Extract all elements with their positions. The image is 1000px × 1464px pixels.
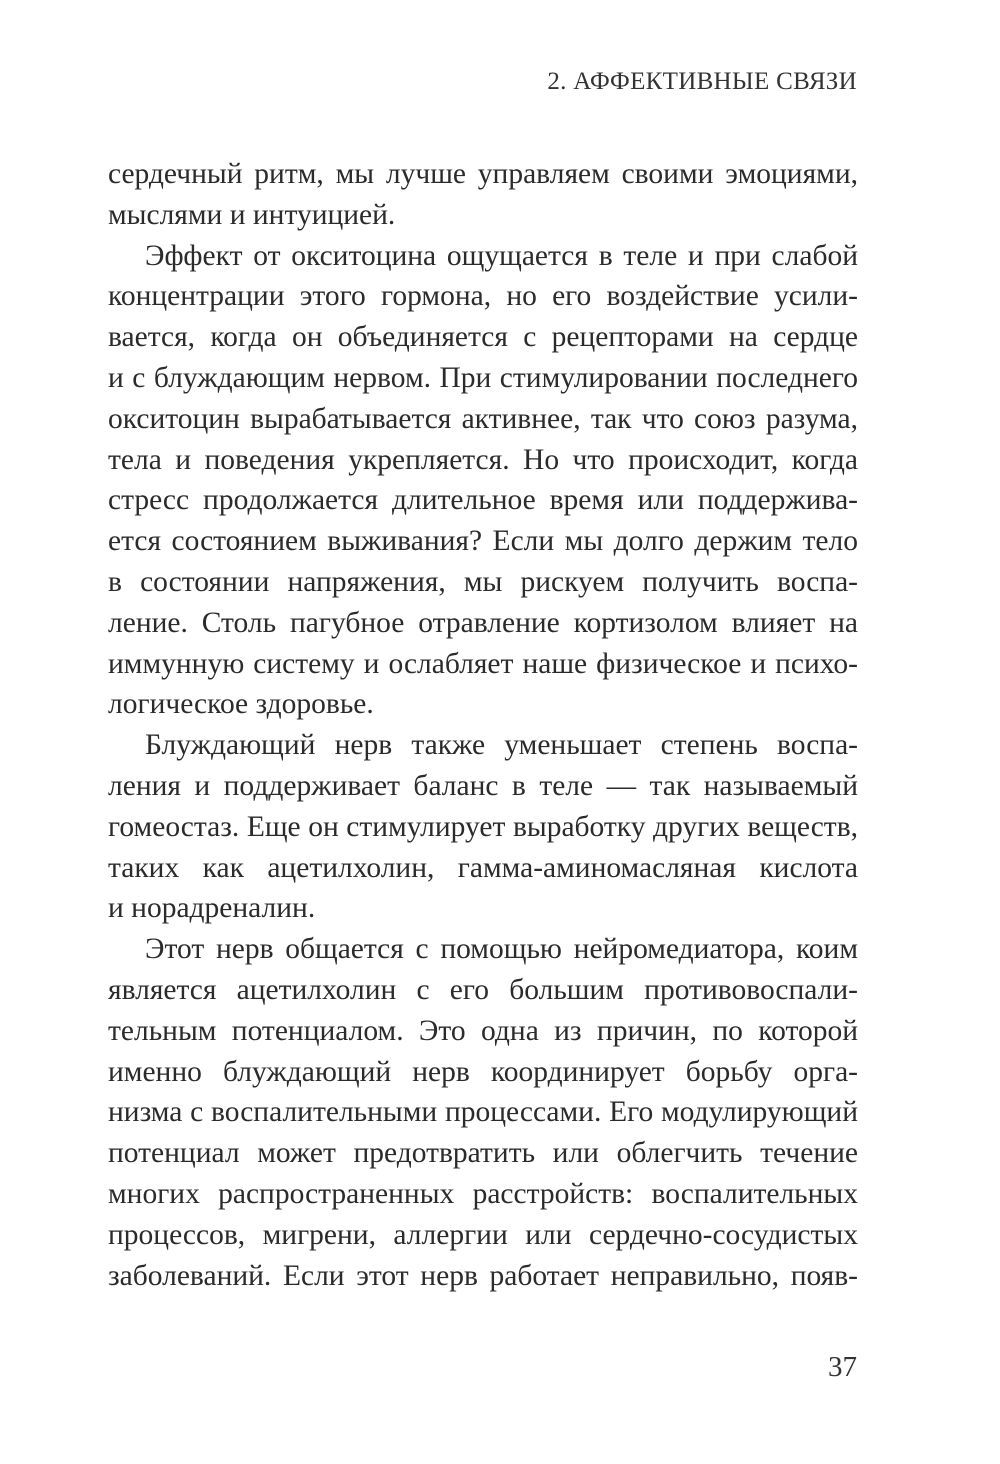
text-line: мыслями и интуицией. xyxy=(108,198,396,231)
text-line: иммунную систему и ослабляет наше физическое и психо- xyxy=(108,647,858,680)
text-line: именно блуждающий нерв координирует борьбу орга- xyxy=(108,1055,858,1088)
text-line: ления и поддерживает баланс в теле — так называемый xyxy=(108,769,858,802)
text-line: многих распространенных расстройств: воспалительных xyxy=(108,1177,858,1210)
page-number: 37 xyxy=(828,1351,857,1383)
text-line: таких как ацетилхолин, гамма-аминомасляная кислота xyxy=(108,851,858,884)
body-text xyxy=(108,154,858,1296)
text-line: окситоцин вырабатывается активнее, так что союз разума, xyxy=(108,402,858,435)
text-line: ется состоянием выживания? Если мы долго держим тело xyxy=(108,525,858,558)
text-line: является ацетилхолин с его большим противовоспали- xyxy=(108,973,858,1006)
text-line: ление. Столь пагубное отравление кортизолом влияет на xyxy=(108,606,858,639)
text-line: Этот нерв общается с помощью нейромедиатора, коим xyxy=(145,933,858,966)
text-line: и норадреналин. xyxy=(108,892,316,925)
text-line: потенциал может предотвратить или облегчить течение xyxy=(108,1137,858,1170)
paragraph xyxy=(108,929,858,1296)
text-line: Блуждающий нерв также уменьшает степень воспа- xyxy=(145,729,858,762)
text-line: вается, когда он объединяется с рецепторами на сердце xyxy=(108,321,858,354)
text-line: Эффект от окситоцина ощущается в теле и при слабой xyxy=(145,239,858,272)
paragraph xyxy=(108,725,858,929)
text-line: тельным потенциалом. Это одна из причин, по которой xyxy=(108,1014,858,1047)
running-header: 2. АФФЕКТИВНЫЕ СВЯЗИ xyxy=(547,68,857,95)
text-line: и с блуждающим нервом. При стимулировании последнего xyxy=(108,361,858,394)
text-line: низма с воспалительными процессами. Его модулирующий xyxy=(108,1096,858,1129)
text-line: тела и поведения укрепляется. Но что происходит, когда xyxy=(108,443,858,476)
text-line: заболеваний. Если этот нерв работает неправильно, появ- xyxy=(108,1259,858,1292)
paragraph xyxy=(108,154,858,236)
text-line: концентрации этого гормона, но его воздействие усили- xyxy=(108,280,858,313)
text-line: процессов, мигрени, аллергии или сердечно-сосудистых xyxy=(108,1218,858,1251)
text-line: сердечный ритм, мы лучше управляем своими эмоциями, xyxy=(108,158,858,190)
paragraph xyxy=(108,236,858,726)
text-line: гомеостаз. Еще он стимулирует выработку других веществ, xyxy=(108,810,858,843)
text-line: в состоянии напряжения, мы рискуем получить воспа- xyxy=(108,565,858,598)
text-line: стресс продолжается длительное время или поддержива- xyxy=(108,484,858,517)
text-line: логическое здоровье. xyxy=(108,688,374,721)
